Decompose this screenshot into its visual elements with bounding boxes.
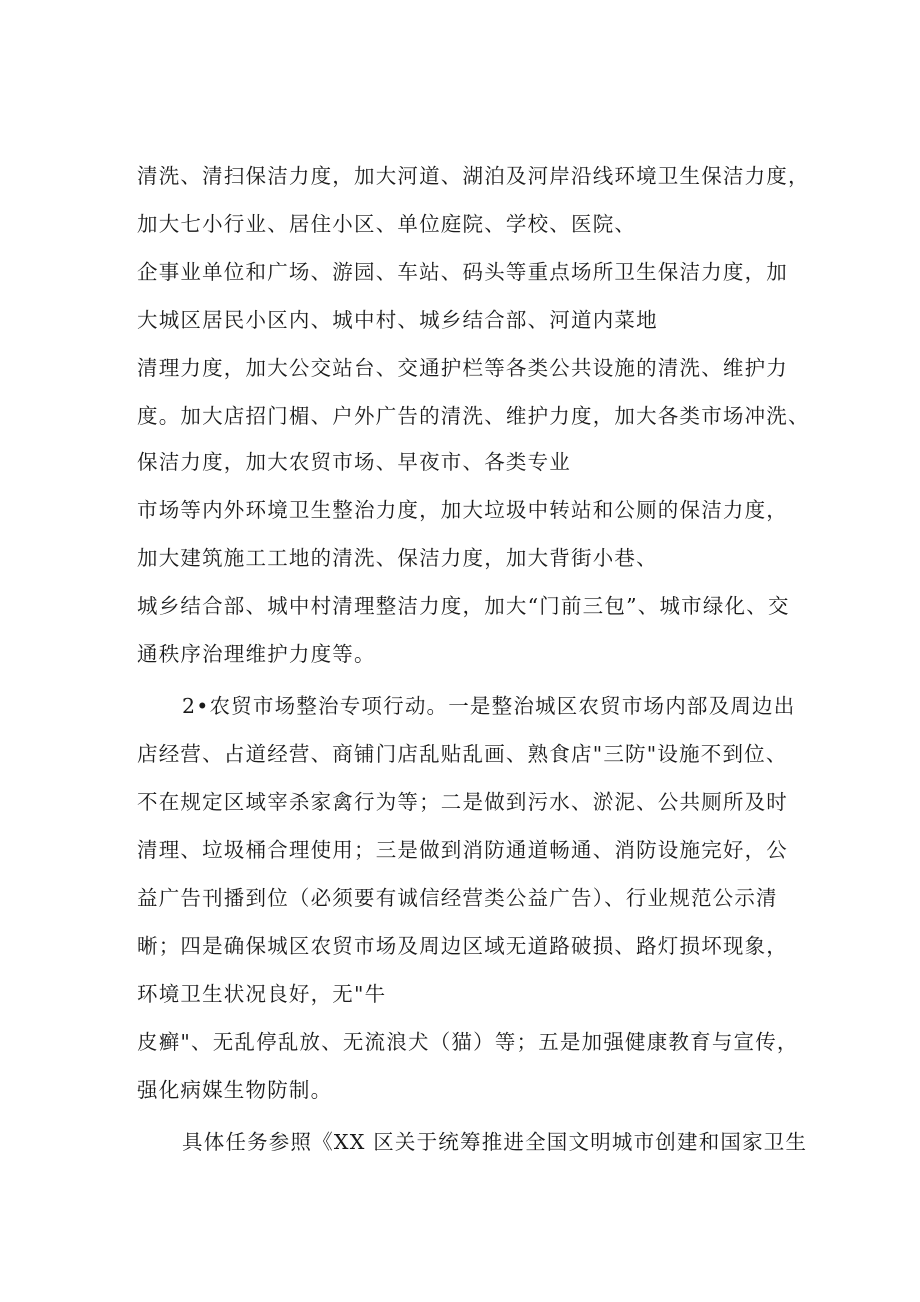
- text-line: 市场等内外环境卫生整治力度，加大垃圾中转站和公厕的保洁力度，: [137, 498, 788, 522]
- text-line: 加大建筑施工工地的清洗、保洁力度，加大背街小巷、: [137, 546, 658, 570]
- text-line: 清理力度，加大公交站台、交通护栏等各类公共设施的清洗、维护力: [137, 356, 788, 380]
- paragraph-start-line: 具体任务参照《XX 区关于统筹推进全国文明城市创建和国家卫生: [182, 1130, 808, 1154]
- text-line: 清理、垃圾桶合理使用；三是做到消防通道畅通、消防设施完好，公: [137, 838, 788, 862]
- text-line: 皮癣"、无乱停乱放、无流浪犬（猫）等；五是加强健康教育与宣传，: [137, 1030, 799, 1054]
- text-line: 店经营、占道经营、商铺门店乱贴乱画、熟食店"三防"设施不到位、: [137, 742, 788, 766]
- text-line: 通秩序治理维护力度等。: [137, 642, 376, 666]
- text-line: 强化病媒生物防制。: [137, 1078, 333, 1102]
- text-line: 大城区居民小区内、城中村、城乡结合部、河道内菜地: [137, 308, 658, 332]
- text-line: 益广告刊播到位（必须要有诚信经营类公益广告）、行业规范公示清: [137, 886, 778, 910]
- text-line: 保洁力度，加大农贸市场、早夜市、各类专业: [137, 450, 571, 474]
- text-line: 环境卫生状况良好，无"牛: [137, 982, 387, 1006]
- text-line: 企事业单位和广场、游园、车站、码头等重点场所卫生保洁力度，加: [137, 260, 788, 284]
- text-line: 不在规定区域宰杀家禽行为等；二是做到污水、淤泥、公共厕所及时: [137, 790, 788, 814]
- text-line: 清洗、清扫保洁力度，加大河道、湖泊及河岸沿线环境卫生保洁力度，: [137, 164, 810, 188]
- paragraph-start-line: 2•农贸市场整治专项行动。一是整治城区农贸市场内部及周边出: [182, 694, 796, 718]
- text-line: 度。加大店招门楣、户外广告的清洗、维护力度，加大各类市场冲洗、: [137, 404, 810, 428]
- text-line: 城乡结合部、城中村清理整洁力度，加大“门前三包”、城市绿化、交: [137, 594, 790, 618]
- text-line: 晰；四是确保城区农贸市场及周边区域无道路破损、路灯损坏现象，: [137, 934, 788, 958]
- text-line: 加大七小行业、居住小区、单位庭院、学校、医院、: [137, 212, 637, 236]
